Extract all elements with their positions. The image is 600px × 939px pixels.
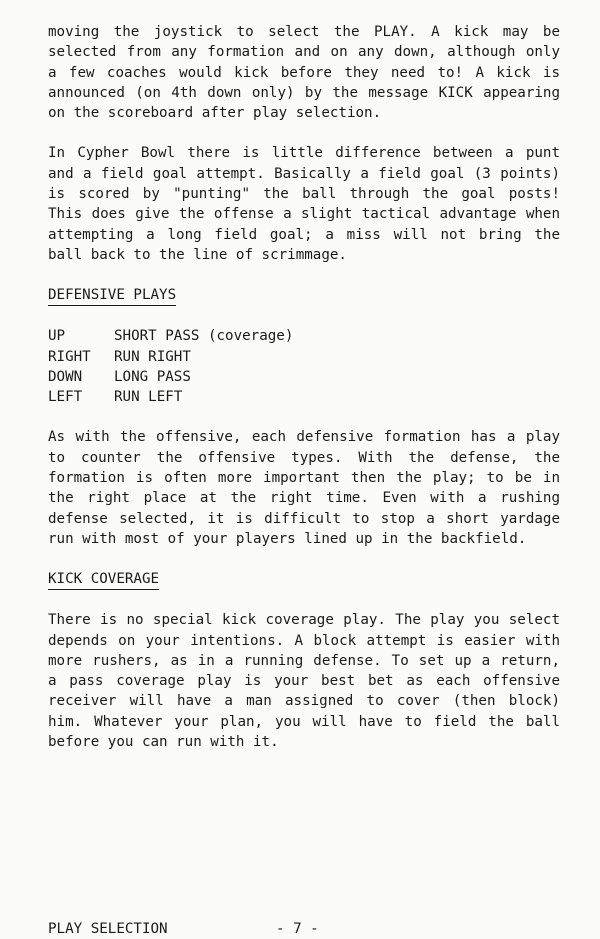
direction-label: DOWN: [48, 368, 83, 385]
play-label: SHORT PASS (coverage): [114, 328, 294, 345]
paragraph-kick-selection: moving the joystick to select the PLAY. A kick may be selected from any formation and on any down, although only a few coaches would kick before they need to! A kick is announced (on 4th down only) by the message KICK appearing on the scoreboard after play selection.: [48, 24, 560, 122]
paragraph-kick-coverage: There is no special kick coverage play. The play you select depends on your intentions. A block attempt is easier with more rushers, as in a running defense. To set up a return, a pass coverage play is your best bet as each offensive receiver will have a man assigned to cover (then block) him. Whatever your plan, you will have to field the ball before you can run with it.: [48, 612, 560, 751]
table-row: [48, 367, 293, 387]
heading-kick-coverage: KICK COVERAGE: [48, 570, 159, 590]
footer-page-number: - 7 -: [276, 921, 319, 937]
footer-section-title: PLAY SELECTION: [48, 921, 168, 937]
manual-page: [48, 22, 560, 752]
play-label: RUN LEFT: [114, 389, 183, 406]
heading-defensive-plays: DEFENSIVE PLAYS: [48, 286, 176, 306]
table-row: [48, 387, 293, 407]
defensive-plays-table: [48, 326, 293, 407]
direction-label: UP: [48, 328, 66, 345]
paragraph-defensive-formation: As with the offensive, each defensive formation has a play to counter the offensive types. With the defense, the formation is often more important then the play; to be in the right place at the right time. Even with a rushing defense selected, it is difficult to stop a short yardage run with most of your players lined up in the backfield.: [48, 429, 560, 547]
paragraph-field-goal: In Cypher Bowl there is little difference between a punt and a field goal attempt. Basically a field goal (3 points) is scored by "punting" the ball through the goal posts! This does give the offense a slight tactical advantage when attempting a long field goal; a miss will not bring the ball back to the line of scrimmage.: [48, 145, 560, 263]
direction-label: RIGHT: [48, 348, 91, 365]
play-label: LONG PASS: [114, 368, 191, 385]
direction-label: LEFT: [48, 389, 83, 406]
play-label: RUN RIGHT: [114, 348, 191, 365]
table-row: [48, 326, 293, 346]
table-row: [48, 347, 293, 367]
